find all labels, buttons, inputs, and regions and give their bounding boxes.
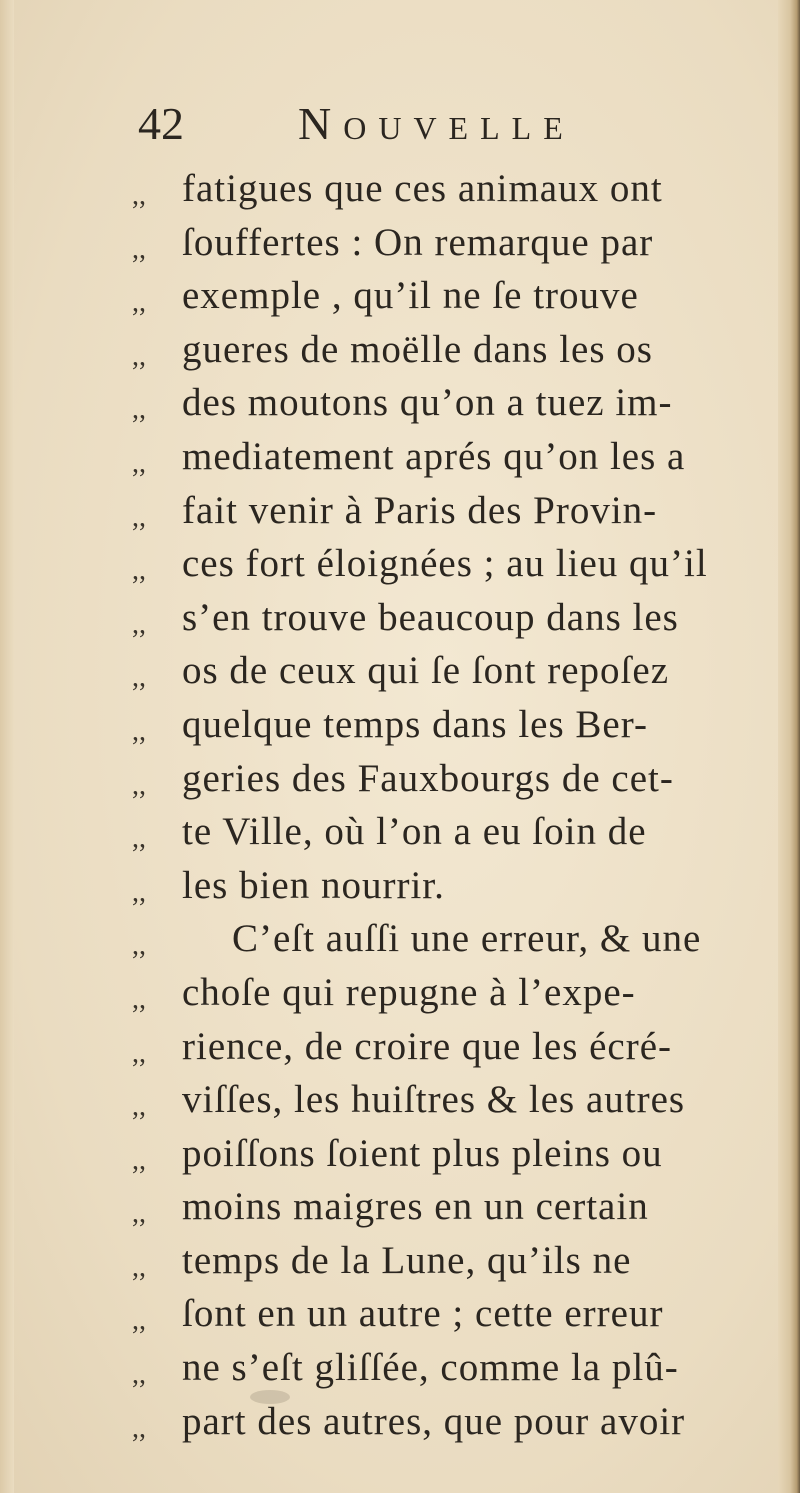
text-line xyxy=(132,966,772,1020)
quote-mark: ,, xyxy=(132,769,146,801)
line-text: fatigues que ces animaux ont xyxy=(182,167,663,210)
line-text: mediatement aprés qu’on les a xyxy=(182,434,686,478)
text-line xyxy=(132,591,772,645)
line-text: ſont en un autre ; cette erreur xyxy=(182,1292,664,1336)
quote-mark: ,, xyxy=(132,715,146,747)
quote-mark: ,, xyxy=(132,233,146,265)
line-text: ſouffertes : On remarque par xyxy=(182,220,654,264)
page-gutter-shadow xyxy=(0,0,14,1493)
quote-mark: ,, xyxy=(132,180,146,211)
text-line xyxy=(132,1073,772,1127)
quote-mark: ,, xyxy=(132,1412,146,1444)
page-number: 42 xyxy=(138,98,184,149)
quote-mark: ,, xyxy=(132,394,146,426)
line-text-paragraph-start: C’eſt auſſi une erreur, & une xyxy=(232,917,702,961)
line-text: ces fort éloignées ; au lieu qu’il xyxy=(182,542,708,586)
page-header xyxy=(138,92,778,156)
text-line xyxy=(132,269,772,323)
text-line xyxy=(132,1180,772,1234)
text-line xyxy=(132,912,772,966)
text-line xyxy=(132,162,772,216)
quote-mark: ,, xyxy=(132,340,146,372)
quote-mark: ,, xyxy=(132,1037,146,1069)
line-text: poiſſons ſoient plus pleins ou xyxy=(182,1131,663,1175)
line-text: des moutons qu’on a tuez im- xyxy=(182,381,673,425)
quote-mark: ,, xyxy=(132,287,146,319)
text-line xyxy=(132,376,772,430)
text-line xyxy=(132,1287,772,1341)
text-line xyxy=(132,752,772,806)
quote-mark: ,, xyxy=(132,501,146,533)
text-line xyxy=(132,323,772,377)
line-text: quelque temps dans les Ber- xyxy=(182,702,648,746)
text-line xyxy=(132,1395,772,1449)
quote-mark: ,, xyxy=(132,983,146,1015)
text-line xyxy=(132,1127,772,1181)
line-text: s’en trouve beaucoup dans les xyxy=(182,595,679,639)
line-text: te Ville, où l’on a eu ſoin de xyxy=(182,810,647,854)
quote-mark: ,, xyxy=(132,823,146,855)
text-line xyxy=(132,1341,772,1395)
line-text: viſſes, les huiſtres & les autres xyxy=(182,1078,686,1122)
line-text: geries des Fauxbourgs de cet- xyxy=(182,756,674,800)
line-text: fait venir à Paris des Provin- xyxy=(182,488,658,532)
quote-mark: ,, xyxy=(132,1251,146,1283)
ink-smudge xyxy=(250,1390,290,1404)
quote-mark: ,, xyxy=(132,1305,146,1337)
text-line xyxy=(132,698,772,752)
quote-mark: ,, xyxy=(132,1359,146,1391)
line-text: ne s’eſt gliſſée, comme la plû- xyxy=(182,1346,679,1390)
text-line xyxy=(132,859,772,913)
quote-mark: ,, xyxy=(132,1198,146,1230)
text-line xyxy=(132,644,772,698)
text-line xyxy=(132,430,772,484)
line-text: temps de la Lune, qu’ils ne xyxy=(182,1238,632,1282)
line-text: part des autres, que pour avoir xyxy=(182,1399,686,1443)
line-text: choſe qui repugne à l’expe- xyxy=(182,970,636,1014)
quote-mark: ,, xyxy=(132,662,146,694)
text-line xyxy=(132,484,772,538)
quote-mark: ,, xyxy=(132,930,146,962)
body-text xyxy=(132,162,772,1448)
line-text: les bien nourrir. xyxy=(182,863,445,907)
text-line xyxy=(132,1020,772,1074)
quote-mark: ,, xyxy=(132,555,146,587)
text-line xyxy=(132,216,772,270)
line-text: rience, de croire que les écré- xyxy=(182,1024,673,1068)
quote-mark: ,, xyxy=(132,1091,146,1123)
quote-mark: ,, xyxy=(132,447,146,479)
line-text: exemple , qu’il ne ſe trouve xyxy=(182,274,639,318)
line-text: moins maigres en un certain xyxy=(182,1185,649,1229)
running-head: Nouvelle xyxy=(298,98,575,149)
quote-mark: ,, xyxy=(132,876,146,908)
text-line xyxy=(132,1234,772,1288)
text-line xyxy=(132,537,772,591)
line-text: os de ceux qui ſe ſont repoſez xyxy=(182,649,670,693)
quote-mark: ,, xyxy=(132,608,146,640)
line-text: gueres de moëlle dans les os xyxy=(182,327,653,371)
page-edge-shadow xyxy=(778,0,800,1493)
text-line xyxy=(132,805,772,859)
quote-mark: ,, xyxy=(132,1144,146,1176)
